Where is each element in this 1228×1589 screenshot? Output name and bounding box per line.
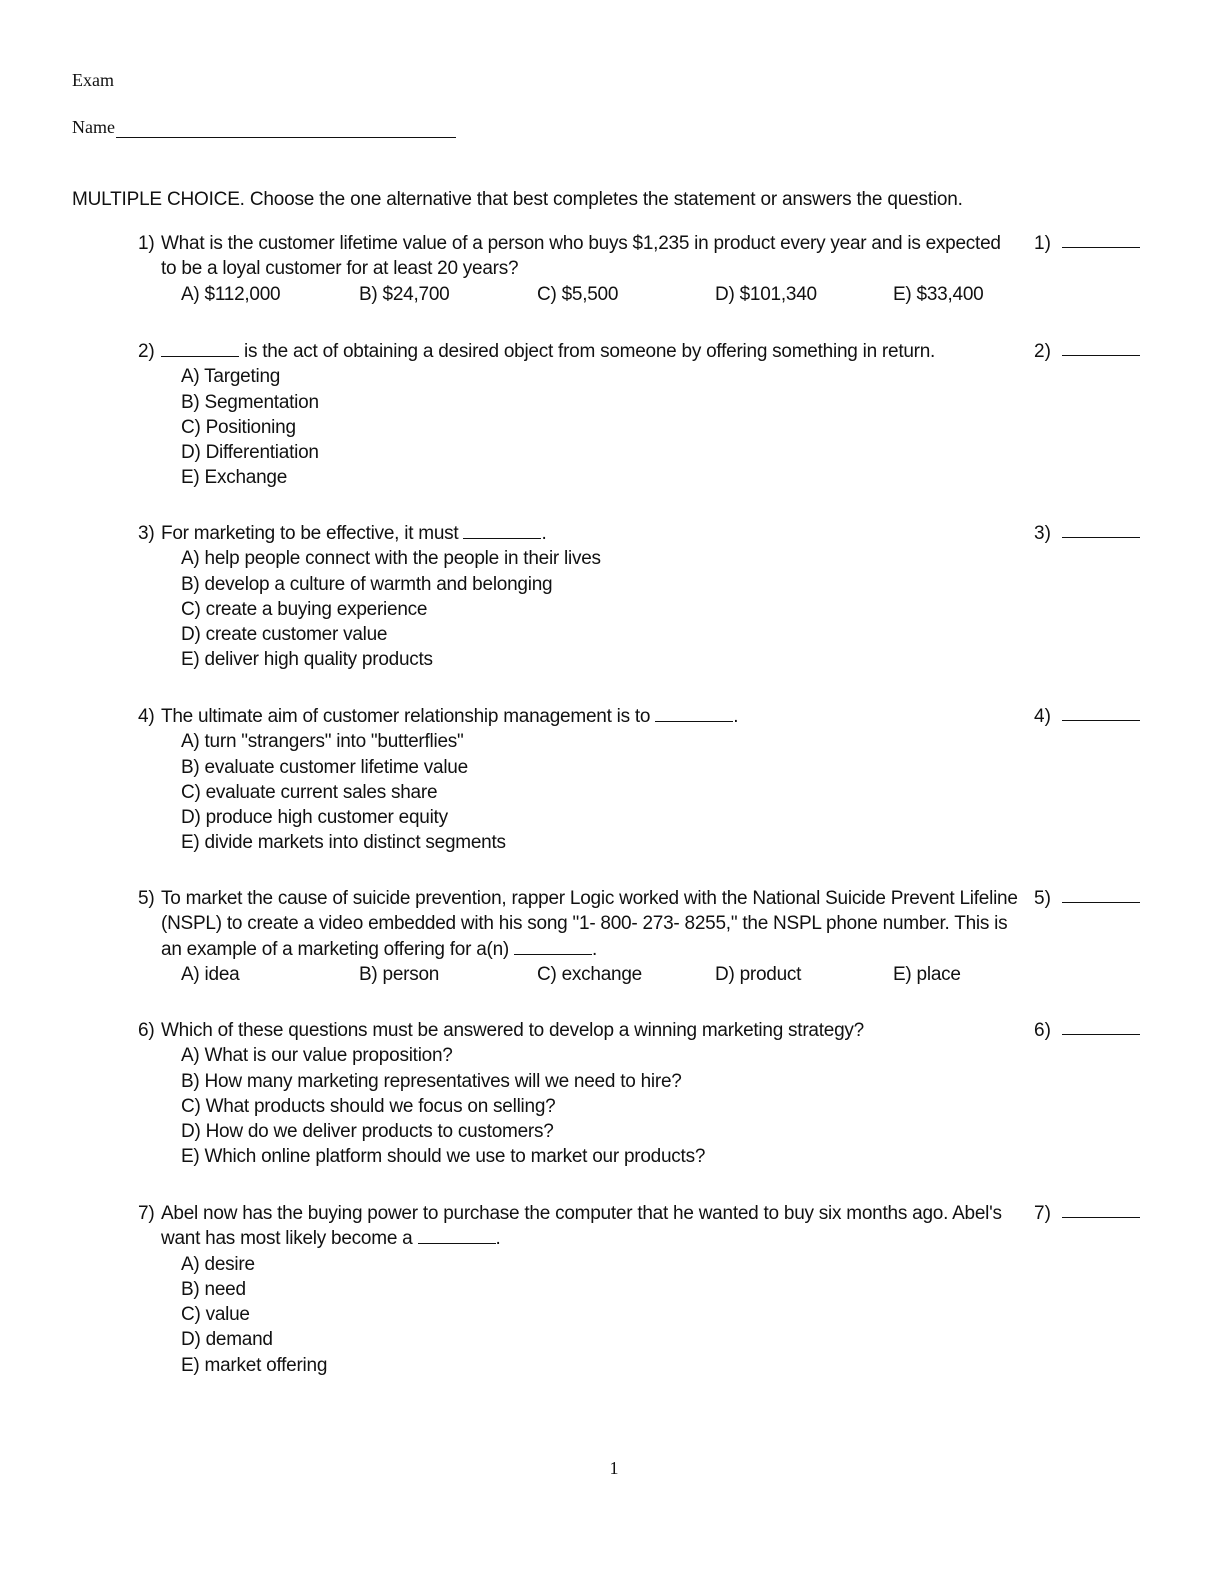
answer-field-1[interactable]	[1034, 231, 1140, 256]
choice-b[interactable]: B) need	[181, 1278, 246, 1300]
fill-in-blank	[418, 1226, 496, 1244]
question-number: 2)	[138, 341, 155, 362]
question-text-end: .	[541, 523, 547, 544]
choice-e[interactable]: E) deliver high quality products	[181, 649, 433, 671]
choice-e[interactable]: E) market offering	[181, 1354, 328, 1376]
answer-field-7[interactable]	[1034, 1201, 1140, 1226]
question-text: What is the customer lifetime value of a person who buys $1,235 in product every year and is expected to be a loyal customer for at least 20 years?	[161, 233, 1001, 280]
answer-number: 5)	[1034, 888, 1051, 909]
question-1	[138, 231, 1018, 307]
choice-a[interactable]: A) idea	[181, 963, 240, 985]
choices	[181, 364, 1018, 490]
choice-c[interactable]: C) value	[181, 1304, 250, 1326]
answer-line[interactable]	[1062, 231, 1140, 248]
choice-b[interactable]: B) Segmentation	[181, 391, 319, 413]
answer-field-2[interactable]	[1034, 339, 1140, 364]
question-number: 6)	[138, 1020, 155, 1041]
question-stem	[138, 1201, 1018, 1252]
fill-in-blank	[655, 704, 733, 722]
choice-c[interactable]: C) $5,500	[537, 283, 619, 305]
question-4	[138, 704, 1018, 856]
choice-b[interactable]: B) $24,700	[359, 283, 450, 305]
choice-b[interactable]: B) How many marketing representatives will we need to hire?	[181, 1070, 682, 1092]
answer-line[interactable]	[1062, 1018, 1140, 1035]
choice-e[interactable]: E) $33,400	[893, 283, 984, 305]
choice-c[interactable]: C) exchange	[537, 963, 642, 985]
section-instructions: MULTIPLE CHOICE. Choose the one alternative that best completes the statement or answers the question.	[72, 189, 963, 210]
choice-b[interactable]: B) develop a culture of warmth and belonging	[181, 573, 553, 595]
choice-c[interactable]: C) What products should we focus on selling?	[181, 1095, 556, 1117]
answer-line[interactable]	[1062, 1201, 1140, 1218]
choice-d[interactable]: D) produce high customer equity	[181, 807, 448, 829]
choices	[181, 546, 1018, 672]
question-text-wrapper	[161, 1201, 1018, 1252]
answer-number: 3)	[1034, 523, 1051, 544]
question-3	[138, 521, 1018, 673]
choice-a[interactable]: A) $112,000	[181, 283, 281, 305]
choice-a[interactable]: A) turn "strangers" into "butterflies"	[181, 731, 464, 753]
choice-e[interactable]: E) Which online platform should we use to market our products?	[181, 1146, 706, 1168]
question-number: 5)	[138, 888, 155, 909]
choice-b[interactable]: B) evaluate customer lifetime value	[181, 756, 468, 778]
question-2	[138, 339, 1018, 491]
question-text-end: .	[733, 706, 739, 727]
choice-d[interactable]: D) product	[715, 963, 802, 985]
question-6	[138, 1018, 1018, 1170]
question-7	[138, 1201, 1018, 1378]
question-stem	[138, 521, 1018, 546]
choice-d[interactable]: D) Differentiation	[181, 442, 319, 464]
question-text-wrapper	[161, 521, 1018, 546]
fill-in-blank	[514, 937, 592, 955]
choice-c[interactable]: C) create a buying experience	[181, 598, 428, 620]
answer-line[interactable]	[1062, 339, 1140, 356]
choice-c[interactable]: C) Positioning	[181, 416, 296, 438]
fill-in-blank	[463, 521, 541, 539]
question-text-end: .	[495, 1228, 501, 1250]
choice-d[interactable]: D) $101,340	[715, 283, 817, 305]
answer-field-3[interactable]	[1034, 521, 1140, 546]
fill-in-blank	[161, 339, 239, 357]
answer-field-5[interactable]	[1034, 886, 1140, 911]
question-text: Abel now has the buying power to purchase the computer that he wanted to buy six months ago. Abel's want has most likely become a	[161, 1203, 1002, 1250]
question-text-wrapper	[161, 339, 1018, 364]
question-text: is the act of obtaining a desired object from someone by offering something in return.	[244, 341, 936, 362]
question-text: To market the cause of suicide prevention, rapper Logic worked with the National Suicide Prevent Lifeline (NSPL) to create a video embedded with his song "1- 800- 273- 8255," the NSPL phone number. This is an example of a marketing offering for a(n)	[161, 888, 1018, 960]
choice-a[interactable]: A) help people connect with the people in their lives	[181, 548, 601, 570]
choice-d[interactable]: D) How do we deliver products to customers?	[181, 1121, 554, 1143]
choice-c[interactable]: C) evaluate current sales share	[181, 781, 438, 803]
question-number: 3)	[138, 523, 155, 544]
choices	[181, 962, 1018, 987]
question-5	[138, 886, 1018, 987]
answer-number: 4)	[1034, 706, 1051, 727]
question-number: 4)	[138, 706, 155, 727]
choice-d[interactable]: D) demand	[181, 1329, 273, 1351]
exam-title: Exam	[72, 70, 114, 90]
question-text: The ultimate aim of customer relationship management is to	[161, 706, 651, 727]
question-stem	[138, 704, 1018, 729]
answer-number: 1)	[1034, 233, 1051, 254]
choice-a[interactable]: A) desire	[181, 1253, 255, 1275]
answer-number: 2)	[1034, 341, 1051, 362]
page-number: 1	[609, 1458, 619, 1478]
question-text: Which of these questions must be answered to develop a winning marketing strategy?	[161, 1020, 864, 1041]
question-number: 1)	[138, 233, 155, 254]
choice-a[interactable]: A) What is our value proposition?	[181, 1045, 453, 1067]
question-stem	[138, 339, 1018, 364]
question-stem	[138, 1018, 1018, 1043]
choices	[181, 1252, 1018, 1378]
answer-line[interactable]	[1062, 886, 1140, 903]
answer-number: 6)	[1034, 1020, 1051, 1041]
name-field-row	[72, 117, 456, 138]
question-text-wrapper	[161, 886, 1018, 962]
question-number: 7)	[138, 1203, 155, 1224]
choice-e[interactable]: E) divide markets into distinct segments	[181, 832, 506, 854]
question-text-end: .	[592, 938, 598, 960]
name-label: Name	[72, 117, 115, 137]
choices	[181, 1043, 1018, 1169]
answer-field-4[interactable]	[1034, 704, 1140, 729]
choice-b[interactable]: B) person	[359, 963, 440, 985]
name-input-line[interactable]	[116, 121, 456, 138]
answer-field-6[interactable]	[1034, 1018, 1140, 1043]
choice-e[interactable]: E) place	[893, 963, 961, 985]
answer-number: 7)	[1034, 1203, 1051, 1224]
answer-line[interactable]	[1062, 521, 1140, 538]
answer-line[interactable]	[1062, 704, 1140, 721]
question-text-wrapper	[161, 704, 1018, 729]
question-stem	[138, 886, 1018, 962]
choice-d[interactable]: D) create customer value	[181, 624, 388, 646]
question-text: For marketing to be effective, it must	[161, 523, 459, 544]
choice-e[interactable]: E) Exchange	[181, 467, 288, 489]
choices	[181, 282, 1018, 307]
question-stem	[138, 231, 1018, 282]
choices	[181, 729, 1018, 855]
choice-a[interactable]: A) Targeting	[181, 366, 281, 388]
